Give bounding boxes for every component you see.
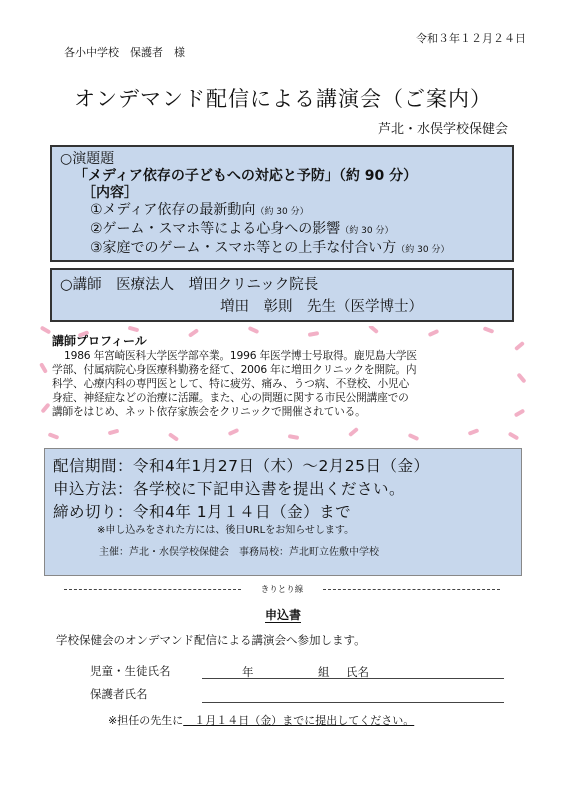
content-item: ①メディア依存の最新動向（約 30 分） xyxy=(90,202,309,218)
content-item: ③家庭でのゲーム・スマホ等との上手な付合い方（約 30 分） xyxy=(90,240,450,256)
page-title: オンデマンド配信による講演会（ご案内） xyxy=(74,87,492,111)
delivery-period: 配信期間：令和4年1月27日（木）～2月25日（金） xyxy=(53,457,430,475)
document-date: 令和３年１２月２４日 xyxy=(416,32,526,45)
content-label: ［内容］ xyxy=(82,185,138,201)
lecturer-heading: 講師 xyxy=(72,277,102,293)
application-method: 申込方法：各学校に下記申込書を提出ください。 xyxy=(53,480,406,498)
lecturer-box xyxy=(50,268,514,322)
circle-bullet-icon: ○ xyxy=(60,277,73,293)
class-label: 組 xyxy=(318,665,330,679)
child-name-field[interactable] xyxy=(202,664,504,679)
profile-line: 講師をはじめ、ネット依存家族会をクリニックで開催されている。 xyxy=(52,405,366,418)
lecturer-profile xyxy=(52,334,516,419)
year-label: 年 xyxy=(242,665,254,679)
schedule-box xyxy=(44,448,522,576)
profile-line: 身症、神経症などの治療に活躍。また、心の問題に関する市民公開講座での xyxy=(52,391,409,404)
form-statement: 学校保健会のオンデマンド配信による講演会へ参加します。 xyxy=(56,633,366,647)
profile-heading: 講師プロフィール xyxy=(52,334,147,348)
cut-line xyxy=(64,583,500,595)
child-name-label: 児童・生徒氏名 xyxy=(90,664,171,678)
topic-box xyxy=(50,145,514,262)
deadline: 締め切り：令和4年 1月１４日（金）まで xyxy=(53,503,352,521)
lecturer-name: 増田 彰則 先生（医学博士） xyxy=(220,299,423,315)
content-item: ②ゲーム・スマホ等による心身への影響（約 30 分） xyxy=(90,221,394,237)
submission-deadline: ※担任の先生に １月１４日（金）までに提出してください。 xyxy=(108,714,415,727)
profile-line: 学部、付属病院心身医療科勤務を経て、2006 年に増田クリニックを開院。内 xyxy=(52,363,417,376)
parent-name-field[interactable] xyxy=(202,688,504,703)
profile-line: 1986 年宮崎医科大学医学部卒業。1996 年医学博士号取得。鹿児島大学医 xyxy=(64,349,417,362)
organizer: 芦北・水俣学校保健会 xyxy=(377,122,508,137)
lecturer-affiliation: 医療法人 増田クリニック院長 xyxy=(116,277,319,293)
cut-line-label: きりとり線 xyxy=(260,585,304,595)
name-label: 氏名 xyxy=(346,665,369,679)
recipient: 各小中学校 保護者 様 xyxy=(64,46,185,59)
topic-heading: 演題題 xyxy=(72,151,115,167)
host-info: 主催：芦北・水俣学校保健会 事務局校：芦北町立佐敷中学校 xyxy=(99,547,379,558)
url-note: ※申し込みをされた方には、後日URLをお知らせします。 xyxy=(97,525,355,536)
profile-line: 科学、心療内科の専門医として、特に疲労、痛み、うつ病、不登校、小児心 xyxy=(52,377,410,390)
circle-bullet-icon: ○ xyxy=(60,151,73,167)
form-heading: 申込書 xyxy=(264,608,301,622)
topic-title: 「メディア依存の子どもへの対応と予防」（約 90 分） xyxy=(74,168,418,184)
parent-name-label: 保護者氏名 xyxy=(90,687,148,701)
